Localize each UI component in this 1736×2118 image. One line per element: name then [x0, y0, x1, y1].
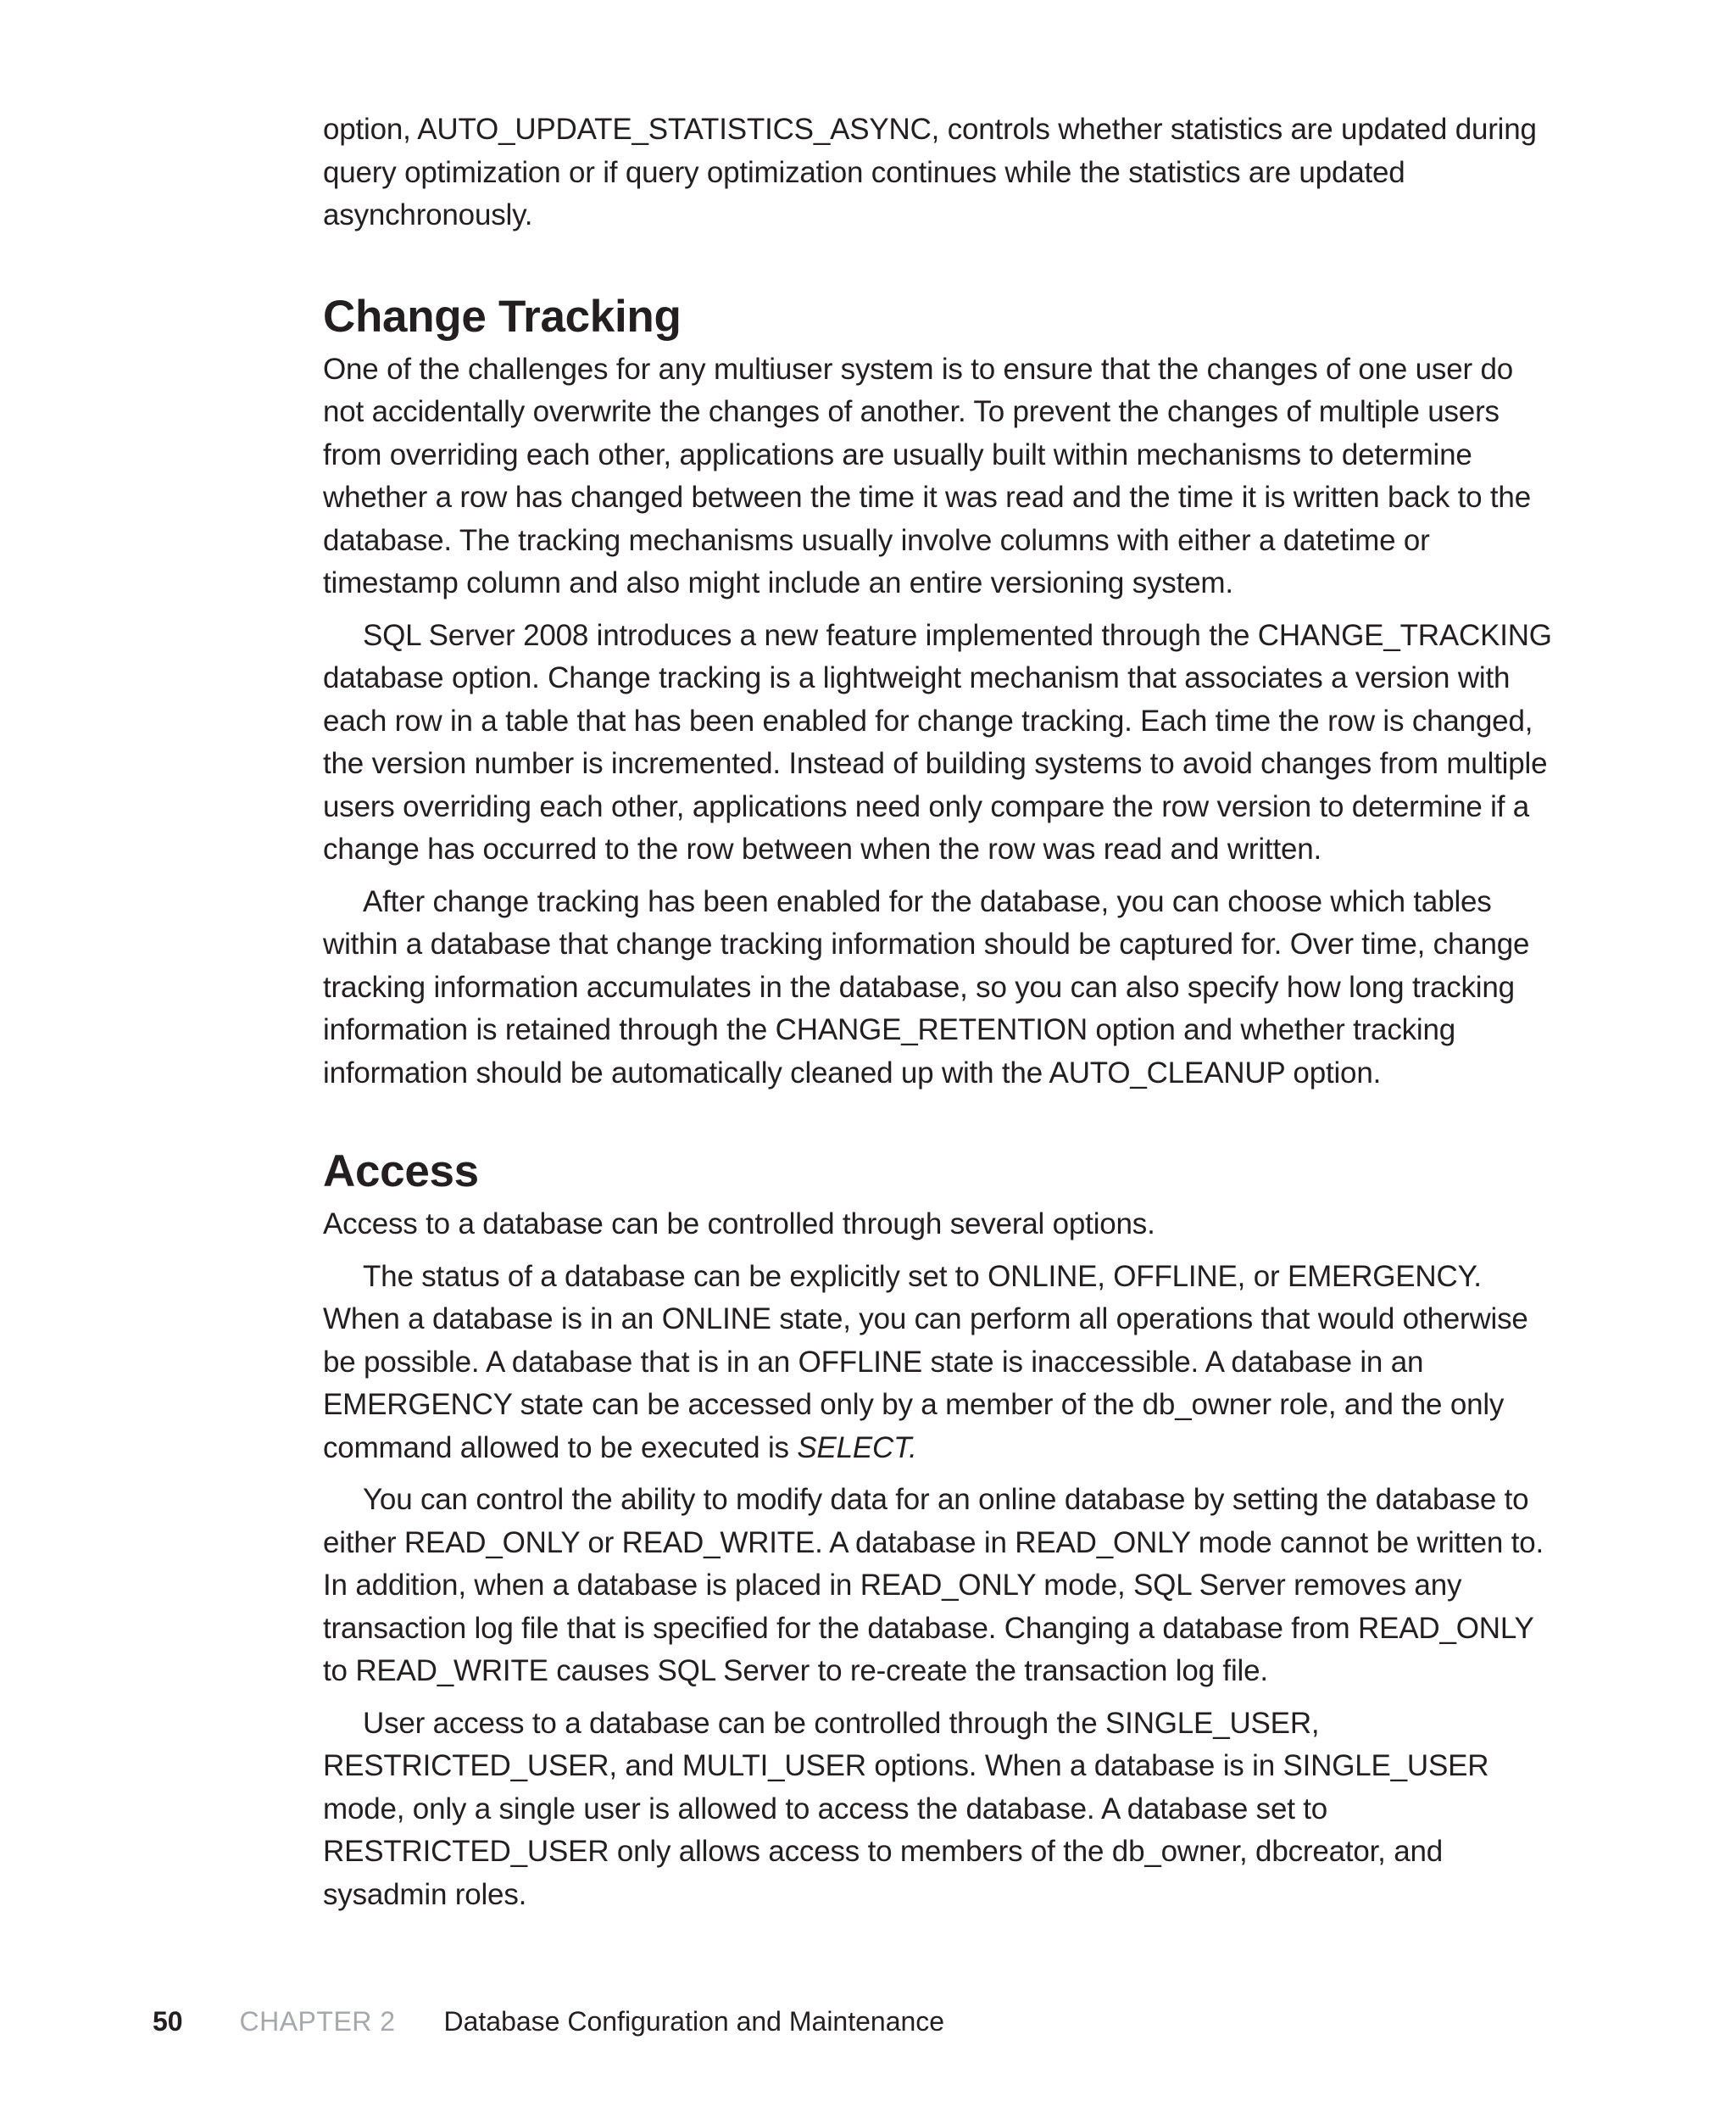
chapter-title: Database Configuration and Maintenance	[443, 2006, 945, 2037]
section-heading-change-tracking: Change Tracking	[323, 291, 682, 342]
access-paragraph-3: You can control the ability to modify data for an online database by setting the database to either READ_ONLY or READ_WRITE. A database in READ_ONLY mode cannot be written to. In addition, when a database is placed in READ_ONLY mode, SQL Server removes any transaction log file that is specified for the database. Changing a database from READ_ONLY to READ_WRITE causes SQL Server to re-create the transaction log file.	[323, 1483, 1544, 1687]
change-tracking-paragraph-1: One of the challenges for any multiuser system is to ensure that the changes of one user do not accidentally overwrite the changes of another. To prevent the changes of multiple users from overriding each other, applications are usually built within mechanisms to determine whether a row has changed between the time it was read and the time it is written back to the database. The tracking mechanisms usually involve columns with either a datetime or timestamp column and also might include an entire versioning system.	[323, 352, 1531, 599]
chapter-label: CHAPTER 2	[239, 2006, 396, 2037]
section-heading-access: Access	[323, 1146, 479, 1196]
access-paragraph-1: Access to a database can be controlled through several options.	[323, 1207, 1155, 1240]
intro-paragraph: option, AUTO_UPDATE_STATISTICS_ASYNC, controls whether statistics are updated during query optimization or if query optimization continues while the statistics are updated asynchronously.	[323, 113, 1537, 231]
access-paragraph-2-text: The status of a database can be explicitly set to ONLINE, OFFLINE, or EMERGENCY. When a database is in an ONLINE state, you can perform all operations that would otherwise be possible. A database that is in an OFFLINE state is inaccessible. A database in an EMERGENCY state can be accessed only by a member of the db_owner role, and the only command allowed to be executed is	[323, 1259, 1528, 1464]
select-keyword: SELECT.	[797, 1430, 917, 1464]
access-paragraph-4: User access to a database can be controlled through the SINGLE_USER, RESTRICTED_USER, and MULTI_USER options. When a database is in SINGLE_USER mode, only a single user is allowed to access the database. A database set to RESTRICTED_USER only allows access to members of the db_owner, dbcreator, and sysadmin roles.	[323, 1706, 1489, 1911]
page-footer	[153, 2004, 944, 2038]
change-tracking-paragraph-3: After change tracking has been enabled for the database, you can choose which tables within a database that change tracking information should be captured for. Over time, change tracking information accumulates in the database, so you can also specify how long tracking information is retained through the CHANGE_RETENTION option and whether tracking information should be automatically cleaned up with the AUTO_CLEANUP option.	[323, 884, 1530, 1090]
page-body	[323, 109, 1561, 1926]
access-paragraph-2	[323, 1256, 1561, 1470]
page-number: 50	[153, 2006, 183, 2037]
change-tracking-paragraph-2: SQL Server 2008 introduces a new feature implemented through the CHANGE_TRACKING database option. Change tracking is a lightweight mechanism that associates a version with each row in a table that has been enabled for change tracking. Each time the row is changed, the version number is incremented. Instead of building systems to avoid changes from multiple users overriding each other, applications need only compare the row version to determine if a change has occurred to the row between when the row was read and written.	[323, 618, 1552, 866]
